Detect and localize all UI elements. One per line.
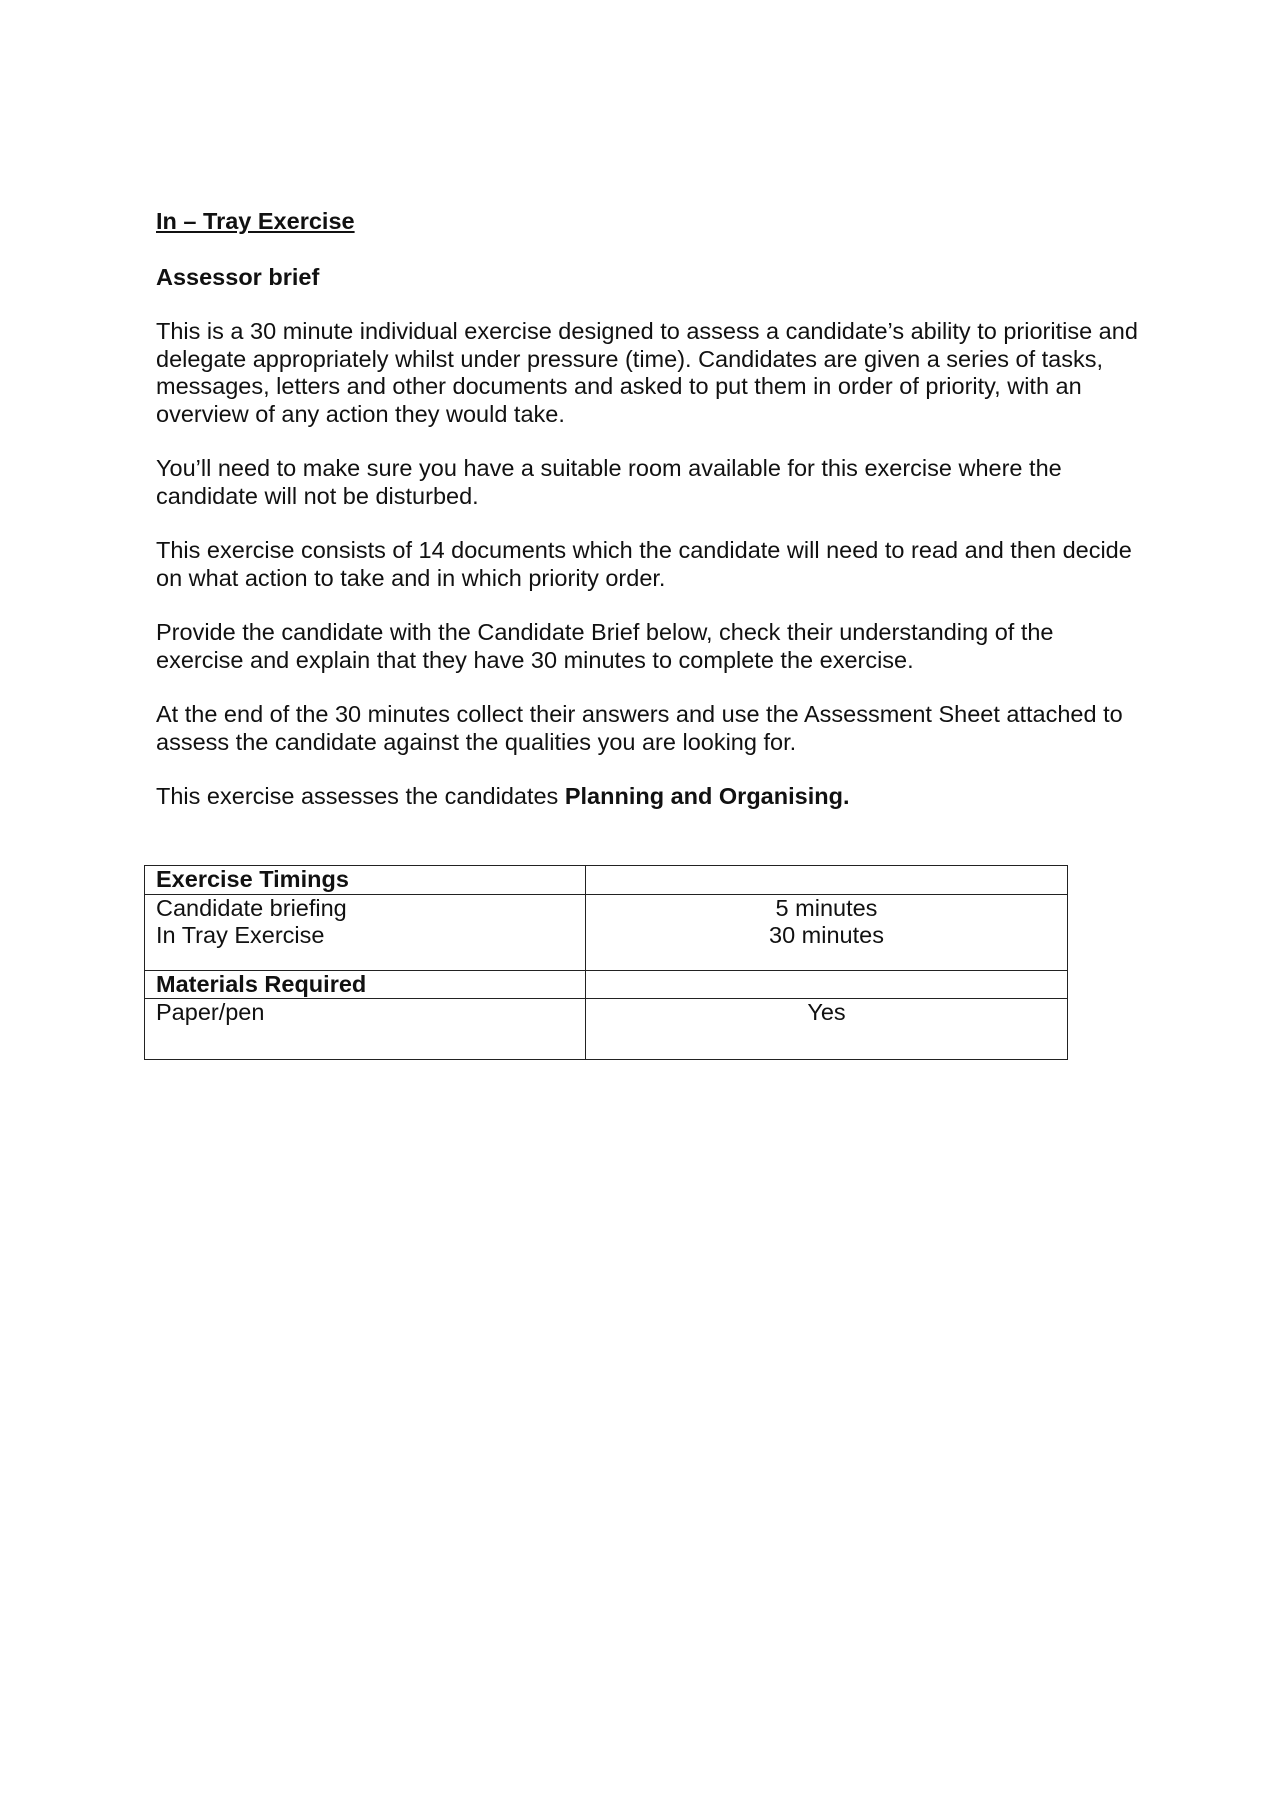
timing-label: Candidate briefing [156, 894, 347, 921]
section-heading: Assessor brief [156, 263, 320, 290]
materials-header: Materials Required [145, 970, 586, 999]
timing-label: In Tray Exercise [156, 922, 325, 948]
material-label: Paper/pen [145, 999, 586, 1060]
material-value: Yes [586, 999, 1068, 1060]
table-row [145, 999, 1068, 1060]
timings-labels [145, 894, 586, 970]
document-body [156, 208, 1146, 838]
assesses-text: This exercise assesses the candidates [156, 783, 565, 809]
timing-value: 5 minutes [775, 894, 878, 921]
table-cell-empty [586, 970, 1068, 999]
paragraph-assesses [156, 783, 1146, 811]
table-row [145, 894, 1068, 970]
timing-value: 30 minutes [769, 922, 884, 948]
paragraph-assessment: At the end of the 30 minutes collect their answers and use the Assessment Sheet attached to assess the candidate against the qualities you are looking for. [156, 701, 1123, 755]
table-row [145, 970, 1068, 999]
timings-values [586, 894, 1068, 970]
assesses-quality: Planning and Organising. [564, 783, 850, 809]
paragraph-documents: This exercise consists of 14 documents which the candidate will need to read and then decide on what action to take and in which priority order. [156, 537, 1132, 591]
table-cell-empty [586, 866, 1068, 895]
paragraph-intro: This is a 30 minute individual exercise designed to assess a candidate’s ability to prioritise and delegate appropriately whilst under pressure (time). Candidates are given a series of tasks, messages, letters and other documents and asked to put them in order of priority, with an overview of any action they would take. [156, 318, 1138, 427]
timings-header: Exercise Timings [145, 866, 586, 895]
table-row [145, 866, 1068, 895]
paragraph-brief: Provide the candidate with the Candidate Brief below, check their understanding of the exercise and explain that they have 30 minutes to complete the exercise. [156, 619, 1054, 673]
exercise-timings-table [144, 865, 1068, 1060]
paragraph-room: You’ll need to make sure you have a suitable room available for this exercise where the candidate will not be disturbed. [156, 455, 1062, 509]
document-title: In – Tray Exercise [156, 208, 355, 234]
